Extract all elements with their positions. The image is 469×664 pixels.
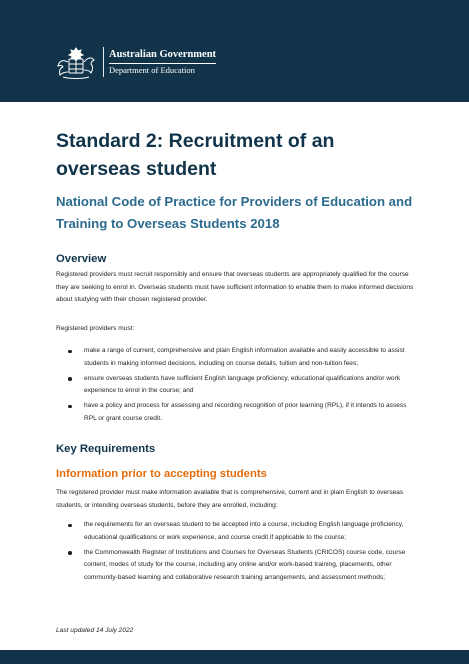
- overview-paragraph: Registered providers must recruit responsibly and ensure that overseas students are appropriately qualified for the course they are seeking to enrol in. Overseas students must have sufficient information to enable them to make informed decisions about studying with their chosen registered provider.: [56, 271, 414, 303]
- department-name: Department of Education: [109, 63, 216, 76]
- list-item-text: have a policy and process for assessing and recording recognition of prior learning (RPL), if it intends to assess RPL or grant course credit.: [84, 402, 407, 422]
- bullet-icon: [68, 405, 72, 409]
- footer-band: [0, 650, 469, 664]
- list-item-text: ensure overseas students have sufficient English language proficiency, educational qualifications and/or work experience to enrol in the course; and: [84, 374, 401, 394]
- information-subheading: Information prior to accepting students: [56, 468, 267, 480]
- bullet-icon: [68, 377, 72, 381]
- page-subtitle: National Code of Practice for Providers of Education and Training to Overseas Students 2018: [56, 194, 413, 231]
- list-item: [56, 547, 416, 585]
- list-item: [56, 345, 416, 370]
- list-item-text: make a range of current, comprehensive and plain English information available and easily accessible to assist students in making informed decisions, including on course details, tuition and non-tuition fees;: [84, 347, 405, 367]
- logo-divider: [103, 47, 104, 77]
- coat-of-arms-icon: [55, 42, 97, 82]
- bullet-icon: [68, 524, 72, 528]
- overview-heading: Overview: [56, 253, 107, 265]
- header-band: [0, 0, 469, 102]
- logo-text: [109, 49, 216, 76]
- bullet-icon: [68, 350, 72, 354]
- key-requirements-heading: Key Requirements: [56, 443, 156, 455]
- information-bullet-list: [56, 519, 416, 587]
- list-item: [56, 400, 416, 425]
- last-updated-note: Last updated 14 July 2022: [56, 627, 134, 634]
- overview-intro: Registered providers must:: [56, 325, 135, 332]
- list-item: [56, 519, 416, 544]
- page-title: Standard 2: Recruitment of an overseas student: [56, 130, 335, 180]
- list-item: [56, 373, 416, 398]
- bullet-icon: [68, 551, 72, 555]
- overview-bullet-list: [56, 345, 416, 428]
- list-item-text: the Commonwealth Register of Institutions and Courses for Overseas Students (CRICOS) course code, course content, modes of study for the course, including any online and/or work-based training, placements, other community-based learning and collaborative research training arrangements, and assessment methods;: [84, 548, 406, 581]
- information-paragraph: The registered provider must make information available that is comprehensive, current and in plain English to overseas students, or intending overseas students, before they are enrolled, including:: [56, 489, 404, 509]
- government-name: Australian Government: [109, 48, 217, 60]
- list-item-text: the requirements for an overseas student to be accepted into a course, including English language proficiency, educational qualifications or work experience, and course credit if applicable to the course;: [84, 521, 404, 541]
- government-logo: [55, 41, 216, 83]
